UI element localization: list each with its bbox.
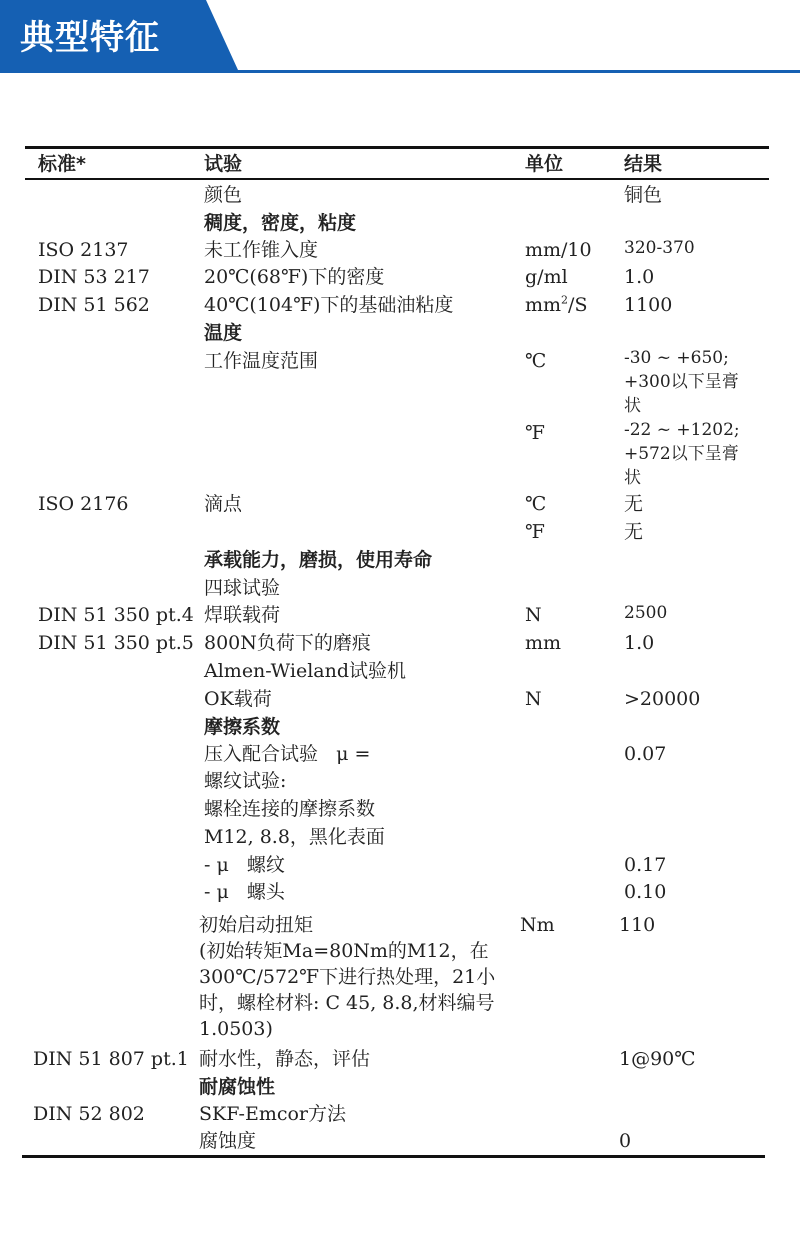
test-cell: 耐水性，静态，评估 [199, 1048, 371, 1070]
section-heading: 稠度，密度，粘度 [204, 212, 357, 234]
unit-superscript: 2 [561, 293, 569, 307]
result-cell: 0.17 [624, 854, 667, 876]
section-heading: 承载能力，磨损，使用寿命 [204, 549, 433, 571]
result-cell: 1.0 [624, 632, 655, 654]
test-cell: 压入配合试验 μ = [204, 743, 371, 765]
unit-tail: /S [568, 294, 588, 316]
result-cell: 无 [624, 521, 644, 543]
test-cell: SKF-Emcor方法 [199, 1103, 347, 1125]
result-cell: 0.10 [624, 881, 667, 903]
table-bottom-rule [22, 1155, 765, 1158]
header-unit: 单位 [525, 153, 564, 175]
result-cell: 铜色 [624, 184, 663, 206]
unit-cell: ℉ [525, 422, 545, 444]
result-cell: 2500 [624, 603, 668, 623]
result-cell: -22 ~ +1202; +572以下呈膏 状 [624, 420, 740, 488]
section-heading: 耐腐蚀性 [199, 1076, 276, 1098]
standard-cell: DIN 52 802 [33, 1103, 145, 1125]
result-cell: 0.07 [624, 743, 667, 765]
test-cell: OK载荷 [204, 688, 272, 710]
result-cell: 320-370 [624, 238, 695, 258]
standard-cell: DIN 51 807 pt.1 [33, 1048, 189, 1070]
unit-cell: N [525, 688, 542, 710]
standard-cell: DIN 51 350 pt.5 [38, 632, 194, 654]
test-cell: Almen-Wieland试验机 [204, 660, 406, 682]
section-heading: 温度 [204, 322, 243, 344]
section-banner [0, 0, 800, 76]
unit-cell: mm [525, 632, 562, 654]
result-cell: 0 [619, 1130, 632, 1152]
unit-cell: ℃ [525, 350, 547, 372]
result-cell: 1.0 [624, 266, 655, 288]
test-cell: 四球试验 [204, 577, 281, 599]
table-header-rule [25, 178, 769, 180]
table-top-rule [25, 146, 769, 149]
result-cell: -30 ~ +650; +300以下呈膏 状 [624, 348, 739, 416]
unit-cell: ℉ [525, 521, 545, 543]
standard-cell: ISO 2137 [38, 239, 129, 261]
standard-cell: DIN 51 562 [38, 294, 150, 316]
unit-cell: Nm [520, 914, 555, 936]
result-cell: 1@90℃ [619, 1048, 696, 1070]
standard-cell: ISO 2176 [38, 493, 129, 515]
test-cell: 滴点 [204, 493, 243, 515]
test-cell: 40℃(104℉)下的基础油粘度 [204, 294, 454, 316]
test-cell: M12, 8.8，黑化表面 [204, 826, 385, 848]
result-cell: >20000 [624, 688, 701, 710]
test-cell: - μ 螺头 [204, 881, 285, 903]
unit-base: mm [525, 294, 562, 316]
header-result: 结果 [624, 153, 663, 175]
result-cell: 110 [619, 914, 656, 936]
unit-cell [525, 292, 587, 318]
standard-cell: DIN 51 350 pt.4 [38, 604, 194, 626]
unit-cell: ℃ [525, 493, 547, 515]
test-cell: 未工作锥入度 [204, 239, 319, 261]
test-cell: 螺栓连接的摩擦系数 [204, 798, 376, 820]
test-cell: 颜色 [204, 184, 243, 206]
test-cell: - μ 螺纹 [204, 854, 285, 876]
header-test: 试验 [204, 153, 243, 175]
standard-cell: DIN 53 217 [38, 266, 150, 288]
unit-cell: mm/10 [525, 239, 592, 261]
test-cell: 螺纹试验: [204, 770, 287, 792]
header-standard: 标准* [38, 153, 86, 175]
test-cell: 20℃(68℉)下的密度 [204, 266, 385, 288]
test-cell: 工作温度范围 [204, 350, 319, 372]
result-cell: 无 [624, 493, 644, 515]
result-cell: 1100 [624, 294, 673, 316]
unit-cell: g/ml [525, 266, 568, 288]
unit-cell: N [525, 604, 542, 626]
banner-title: 典型特征 [20, 18, 160, 58]
test-cell: 腐蚀度 [199, 1130, 257, 1152]
test-cell: 初始启动扭矩 (初始转矩Ma=80Nm的M12，在 300℃/572℉下进行热处理，21小 时，螺栓材料: C 45, 8.8,材料编号 1.0503) [199, 914, 496, 1040]
test-cell: 焊联载荷 [204, 604, 281, 626]
section-heading: 摩擦系数 [204, 716, 281, 738]
test-cell: 800N负荷下的磨痕 [204, 632, 371, 654]
